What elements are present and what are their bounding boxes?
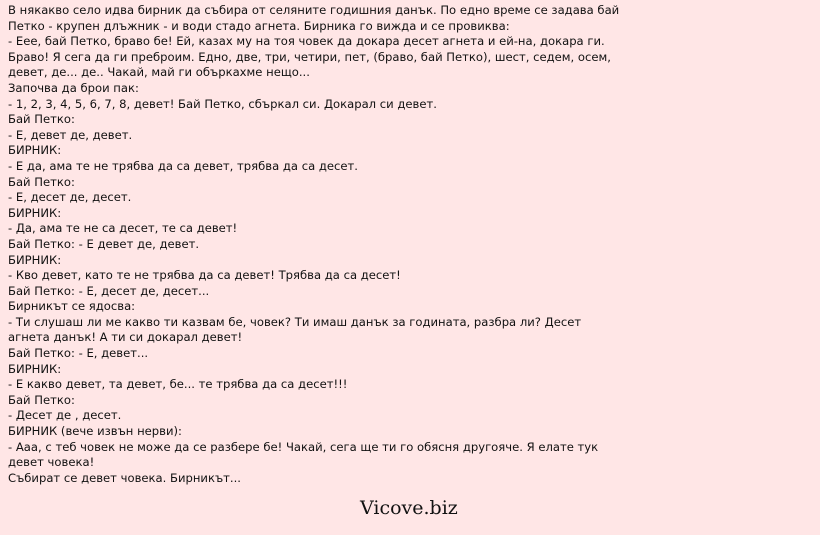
text-line: Започва да брои пак:	[8, 80, 139, 95]
text-line: Бай Петко: - Е, десет де, десет...	[8, 283, 210, 298]
text-line: агнета данък! А ти си докарал девет!	[8, 330, 243, 345]
text-line: - Е какво девет, та девет, бе... те трябва да са десет!!!	[8, 377, 348, 392]
text-line: БИРНИК (вече извън нерви):	[8, 424, 182, 439]
text-line: - Е, девет де, девет.	[8, 127, 133, 142]
text-line: - Ааа, с теб човек не може да се разбере бе! Чакай, сега ще ти го обясня другояче. Я елате тук	[8, 439, 599, 454]
text-line: Бай Петко:	[8, 392, 75, 407]
text-line: Браво! Я сега да ги преброим. Едно, две, три, четири, пет, (браво, бай Петко), шест, седем, осем,	[8, 49, 611, 64]
text-line: - Еее, бай Петко, браво бе! Ей, казах му на тоя човек да докара десет агнета и ей-на, докара ги.	[8, 34, 605, 49]
text-line: БИРНИК:	[8, 143, 62, 158]
text-line: БИРНИК:	[8, 361, 62, 376]
text-line: Бай Петко:	[8, 112, 75, 127]
site-watermark: Vicove.biz	[360, 497, 458, 519]
text-line: В някакво село идва бирник да събира от селяните годишния данък. По едно време се задава бай	[8, 3, 620, 17]
text-line: девет човека!	[8, 455, 95, 470]
text-line: Бай Петко: - Е, девет...	[8, 346, 149, 361]
text-line: БИРНИК:	[8, 252, 62, 267]
text-line: - Да, ама те не са десет, те са девет!	[8, 221, 238, 236]
text-line: - Е, десет де, десет.	[8, 190, 132, 205]
text-line: девет, де... де.. Чакай, май ги объркахме нещо...	[8, 65, 310, 80]
text-line: - Кво девет, като те не трябва да са девет! Трябва да са десет!	[8, 268, 401, 283]
text-line: Бай Петко: - Е девет де, девет.	[8, 236, 200, 251]
text-line: Събират се девет човека. Бирникът...	[8, 470, 241, 485]
text-line: - Десет де , десет.	[8, 408, 122, 423]
joke-text	[8, 3, 778, 486]
text-line: БИРНИК:	[8, 205, 62, 220]
text-line: - Е да, ама те не трябва да са девет, трябва да са десет.	[8, 158, 358, 173]
text-line: Бирникът се ядосва:	[8, 299, 136, 314]
text-line: Бай Петко:	[8, 174, 75, 189]
text-line: Петко - крупен длъжник - и води стадо агнета. Бирника го вижда и се провиква:	[8, 18, 510, 33]
text-line: - Ти слушаш ли ме какво ти казвам бе, човек? Ти имаш данък за годината, разбра ли? Десет	[8, 314, 582, 329]
text-line: - 1, 2, 3, 4, 5, 6, 7, 8, девет! Бай Петко, сбъркал си. Докарал си девет.	[8, 96, 437, 111]
